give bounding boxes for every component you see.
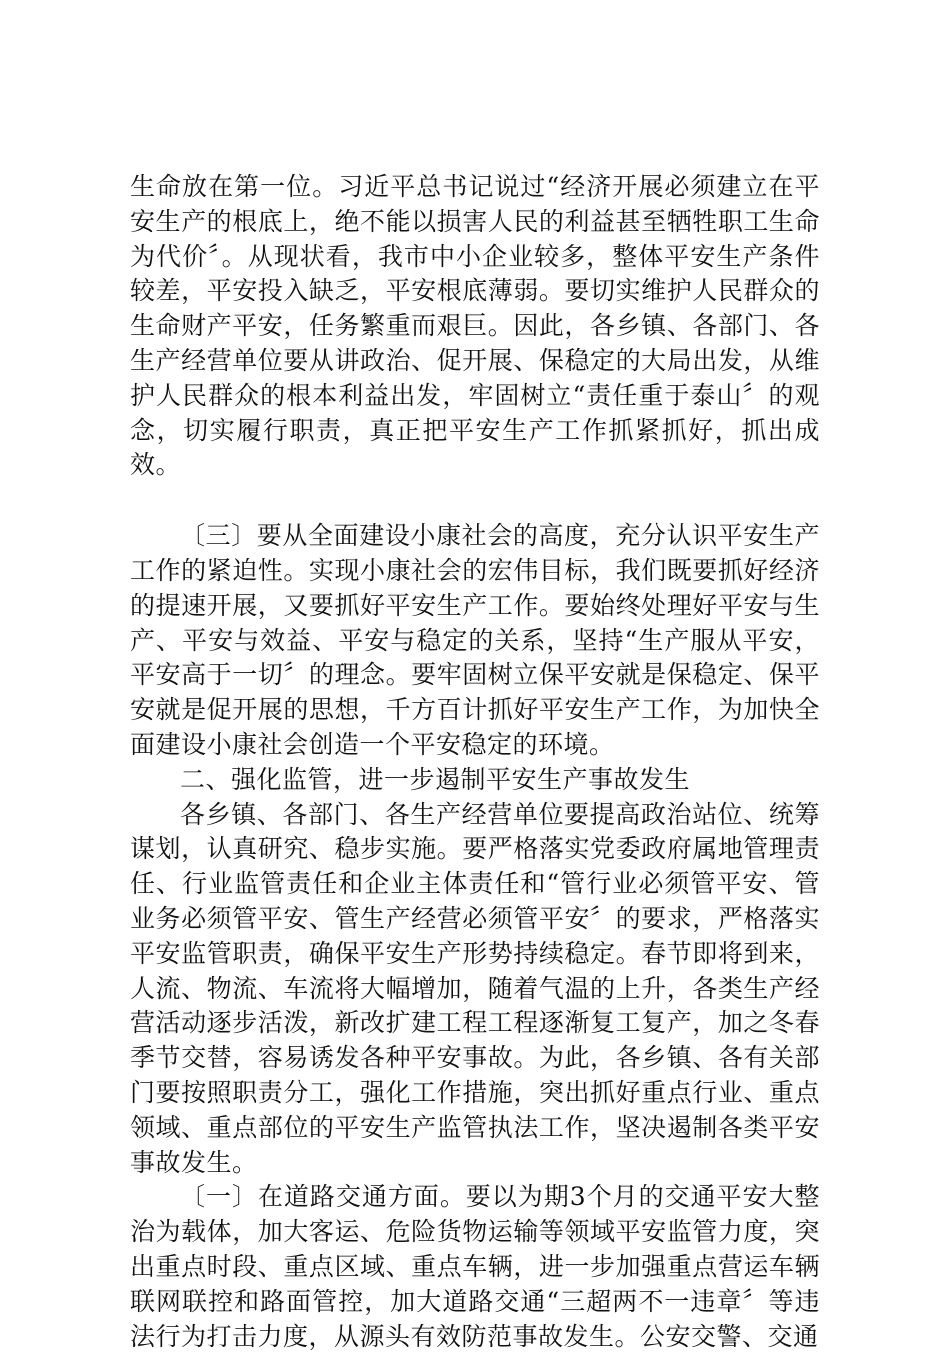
paragraph-supervision: 各乡镇、各部门、各生产经营单位要提高政治站位、统筹谋划，认真研究、稳步实施。要严格落实党委政府属地管理责任、行业监管责任和企业主体责任和“管行业必须管平安、管业务必须管平安、管生产经营必须管平安〞的要求，严格落实平安监管职责，确保平安生产形势持续稳定。春节即将到来，人流、物流、车流将大幅增加，随着气温的上升，各类生产经营活动逐步活泼，新改扩建工程工程逐渐复工复产，加之冬春季节交替，容易诱发各种平安事故。为此，各乡镇、各有关部门要按照职责分工，强化工作措施，突出抓好重点行业、重点领域、重点部位的平安生产监管执法工作，坚决遏制各类平安事故发生。 — [130, 799, 820, 1177]
document-page — [130, 170, 820, 1354]
paragraph-body-1: 生命放在第一位。习近平总书记说过“经济开展必须建立在平安生产的根底上，绝不能以损害人民的利益甚至牺牲职工生命为代价〞。从现状看，我市中小企业较多，整体平安生产条件较差，平安投入缺乏，平安根底薄弱。要切实维护人民群众的生命财产平安，任务繁重而艰巨。因此，各乡镇、各部门、各生产经营单位要从讲政治、促开展、保稳定的大局出发，从维护人民群众的根本利益出发，牢固树立“责任重于泰山〞的观念，切实履行职责，真正把平安生产工作抓紧抓好，抓出成效。 — [130, 172, 820, 480]
section-heading-two: 二、强化监管，进一步遏制平安生产事故发生 — [180, 764, 691, 794]
paragraph-section-three: 〔三〕要从全面建设小康社会的高度，充分认识平安生产工作的紧迫性。实现小康社会的宏伟目标，我们既要抓好经济的提速开展，又要抓好平安生产工作。要始终处理好平安与生产、平安与效益、平安与稳定的关系，坚持“生产服从平安，平安高于一切〞的理念。要牢固树立保平安就是保稳定、保平安就是促开展的思想，千方百计抓好平安生产工作，为加快全面建设小康社会创造一个平安稳定的环境。 — [130, 521, 820, 759]
paragraph-road-traffic: 〔一〕在道路交通方面。要以为期3个月的交通平安大整治为载体，加大客运、危险货物运输等领域平安监管力度，突出重点时段、重点区域、重点车辆，进一步加强重点营运车辆联网联控和路面管控，加大道路交通“三超两不一违章〞等违法行为打击力度，从源头有效防范事故发生。公安交警、交通 — [130, 1182, 820, 1351]
